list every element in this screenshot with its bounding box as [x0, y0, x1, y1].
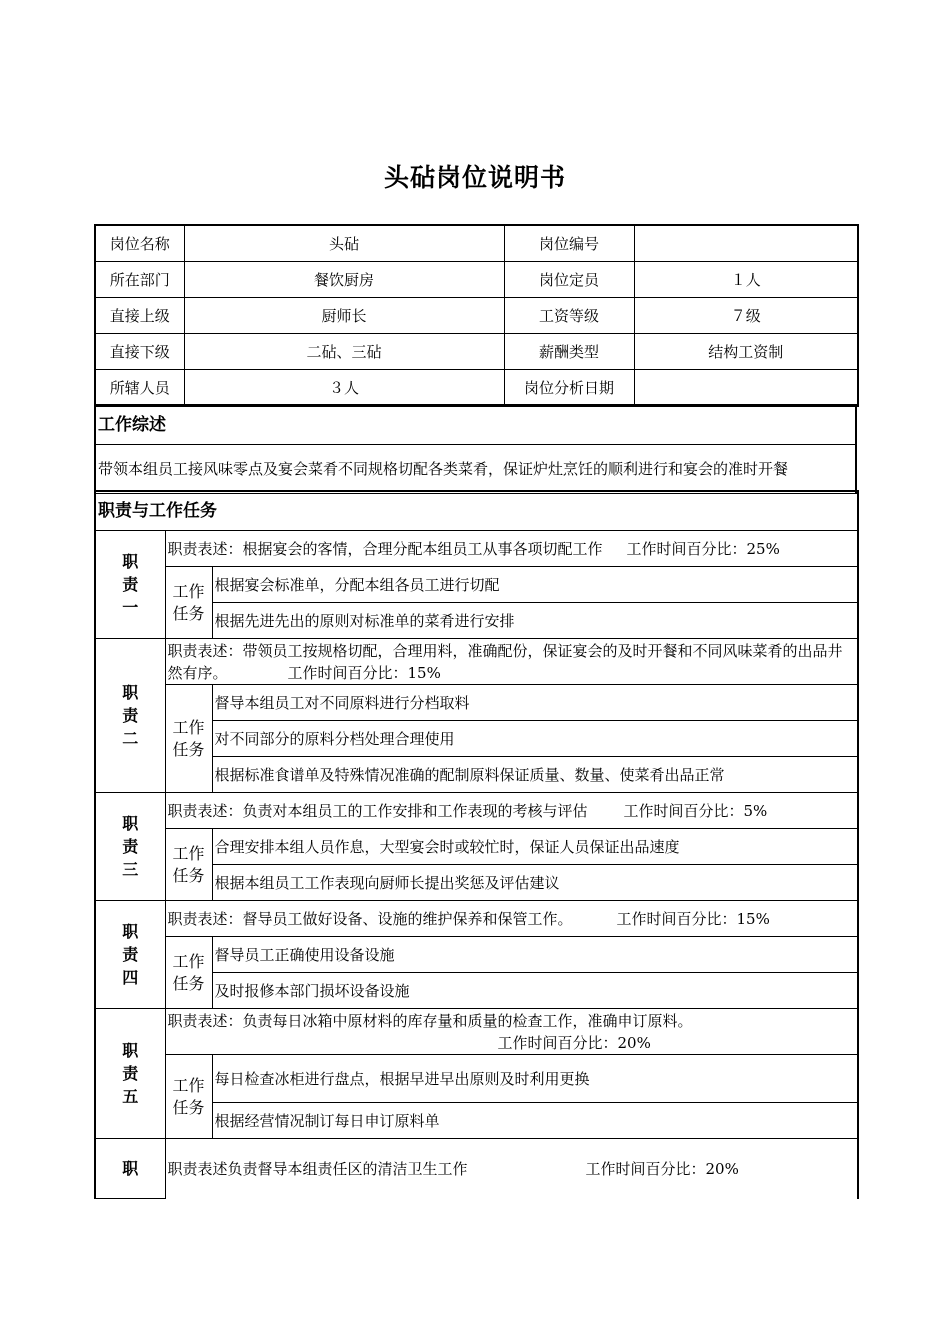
- duty-2-statement: 职责表述：带领员工按规格切配，合理用料，准确配份，保证宴会的及时开餐和不同风味菜肴的出品井然有序。 工作时间百分比：15%: [165, 639, 858, 685]
- duty-5-percent: 工作时间百分比：20%: [497, 1033, 651, 1052]
- duty-2-task-2: 对不同部分的原料分档处理合理使用: [212, 721, 858, 757]
- duty-1-task-label: 工作 任务: [165, 567, 212, 639]
- field-label: 薪酬类型: [504, 334, 634, 370]
- duty-5-task-label: 工作 任务: [165, 1055, 212, 1139]
- field-value: 厨师长: [184, 298, 504, 334]
- duty-1-label: 职 责 一: [95, 531, 165, 639]
- field-label: 所在部门: [95, 262, 184, 298]
- position-info-table: [94, 224, 859, 407]
- duty-3-statement: 职责表述：负责对本组员工的工作安排和工作表现的考核与评估 工作时间百分比：5%: [165, 793, 858, 829]
- duty-3-label: 职 责 三: [95, 793, 165, 901]
- field-value: １人: [634, 262, 858, 298]
- field-value: 餐饮厨房: [184, 262, 504, 298]
- duty-2-task-1: 督导本组员工对不同原料进行分档取料: [212, 685, 858, 721]
- duty-6-statement: 职责表述负责督导本组责任区的清洁卫生工作 工作时间百分比：20%: [165, 1139, 858, 1199]
- duty-6-percent: 工作时间百分比：20%: [585, 1159, 739, 1178]
- duty-1-percent: 工作时间百分比：25%: [626, 539, 780, 558]
- duty-5-task-2: 根据经营情况制订每日申订原料单: [212, 1103, 858, 1139]
- duty-5-statement: 职责表述：负责每日冰箱中原材料的库存量和质量的检查工作，准确申订原料。 工作时间百分比：20%: [165, 1009, 858, 1055]
- field-label: 岗位编号: [504, 225, 634, 262]
- duty-4-task-1: 督导员工正确使用设备设施: [212, 937, 858, 973]
- duty-4-task-2: 及时报修本部门损坏设备设施: [212, 973, 858, 1009]
- duty-4-task-label: 工作 任务: [165, 937, 212, 1009]
- duty-2-task-label: 工作 任务: [165, 685, 212, 793]
- duty-2-percent: 工作时间百分比：15%: [287, 663, 441, 682]
- field-label: 工资等级: [504, 298, 634, 334]
- duty-6-label: 职: [95, 1139, 165, 1199]
- duty-5-task-1: 每日检查冰柜进行盘点，根据早进早出原则及时利用更换: [212, 1055, 858, 1103]
- table-row: [95, 262, 858, 298]
- duty-3-task-label: 工作 任务: [165, 829, 212, 901]
- duty-3-task-1: 合理安排本组人员作息，大型宴会时或较忙时，保证人员保证出品速度: [212, 829, 858, 865]
- field-value: ７级: [634, 298, 858, 334]
- duty-4-label: 职 责 四: [95, 901, 165, 1009]
- duty-5-label: 职 责 五: [95, 1009, 165, 1139]
- duty-2-task-3: 根据标准食谱单及特殊情况准确的配制原料保证质量、数量、使菜肴出品正常: [212, 757, 858, 793]
- field-label: 直接上级: [95, 298, 184, 334]
- duty-2-label: 职 责 二: [95, 639, 165, 793]
- field-value: 头砧: [184, 225, 504, 262]
- duties-table: [94, 490, 859, 1199]
- table-row: [95, 370, 858, 407]
- duty-1-statement: 职责表述：根据宴会的客情，合理分配本组员工从事各项切配工作 工作时间百分比：25%: [165, 531, 858, 567]
- duties-heading: 职责与工作任务: [95, 491, 858, 531]
- duty-3-task-2: 根据本组员工工作表现向厨师长提出奖惩及评估建议: [212, 865, 858, 901]
- field-label: 直接下级: [95, 334, 184, 370]
- field-label: 岗位定员: [504, 262, 634, 298]
- field-value: ３人: [184, 370, 504, 407]
- duty-1-task-2: 根据先进先出的原则对标准单的菜肴进行安排: [212, 603, 858, 639]
- duty-4-statement: 职责表述：督导员工做好设备、设施的维护保养和保管工作。 工作时间百分比：15%: [165, 901, 858, 937]
- document-title: 头砧岗位说明书: [383, 163, 566, 192]
- field-label: 所辖人员: [95, 370, 184, 407]
- field-value: 二砧、三砧: [184, 334, 504, 370]
- table-row: [95, 225, 858, 262]
- work-summary-heading: 工作综述: [95, 405, 856, 445]
- field-value: [634, 225, 858, 262]
- field-label: 岗位名称: [95, 225, 184, 262]
- table-row: [95, 334, 858, 370]
- field-value: 结构工资制: [634, 334, 858, 370]
- duty-1-task-1: 根据宴会标准单，分配本组各员工进行切配: [212, 567, 858, 603]
- work-summary-table: [94, 404, 857, 494]
- field-label: 岗位分析日期: [504, 370, 634, 407]
- field-value: [634, 370, 858, 407]
- duty-4-percent: 工作时间百分比：15%: [616, 909, 770, 928]
- work-summary-text: 带领本组员工接风味零点及宴会菜肴不同规格切配各类菜肴，保证炉灶烹饪的顺利进行和宴会的准时开餐: [95, 445, 856, 494]
- duty-3-percent: 工作时间百分比：5%: [623, 801, 768, 820]
- table-row: [95, 298, 858, 334]
